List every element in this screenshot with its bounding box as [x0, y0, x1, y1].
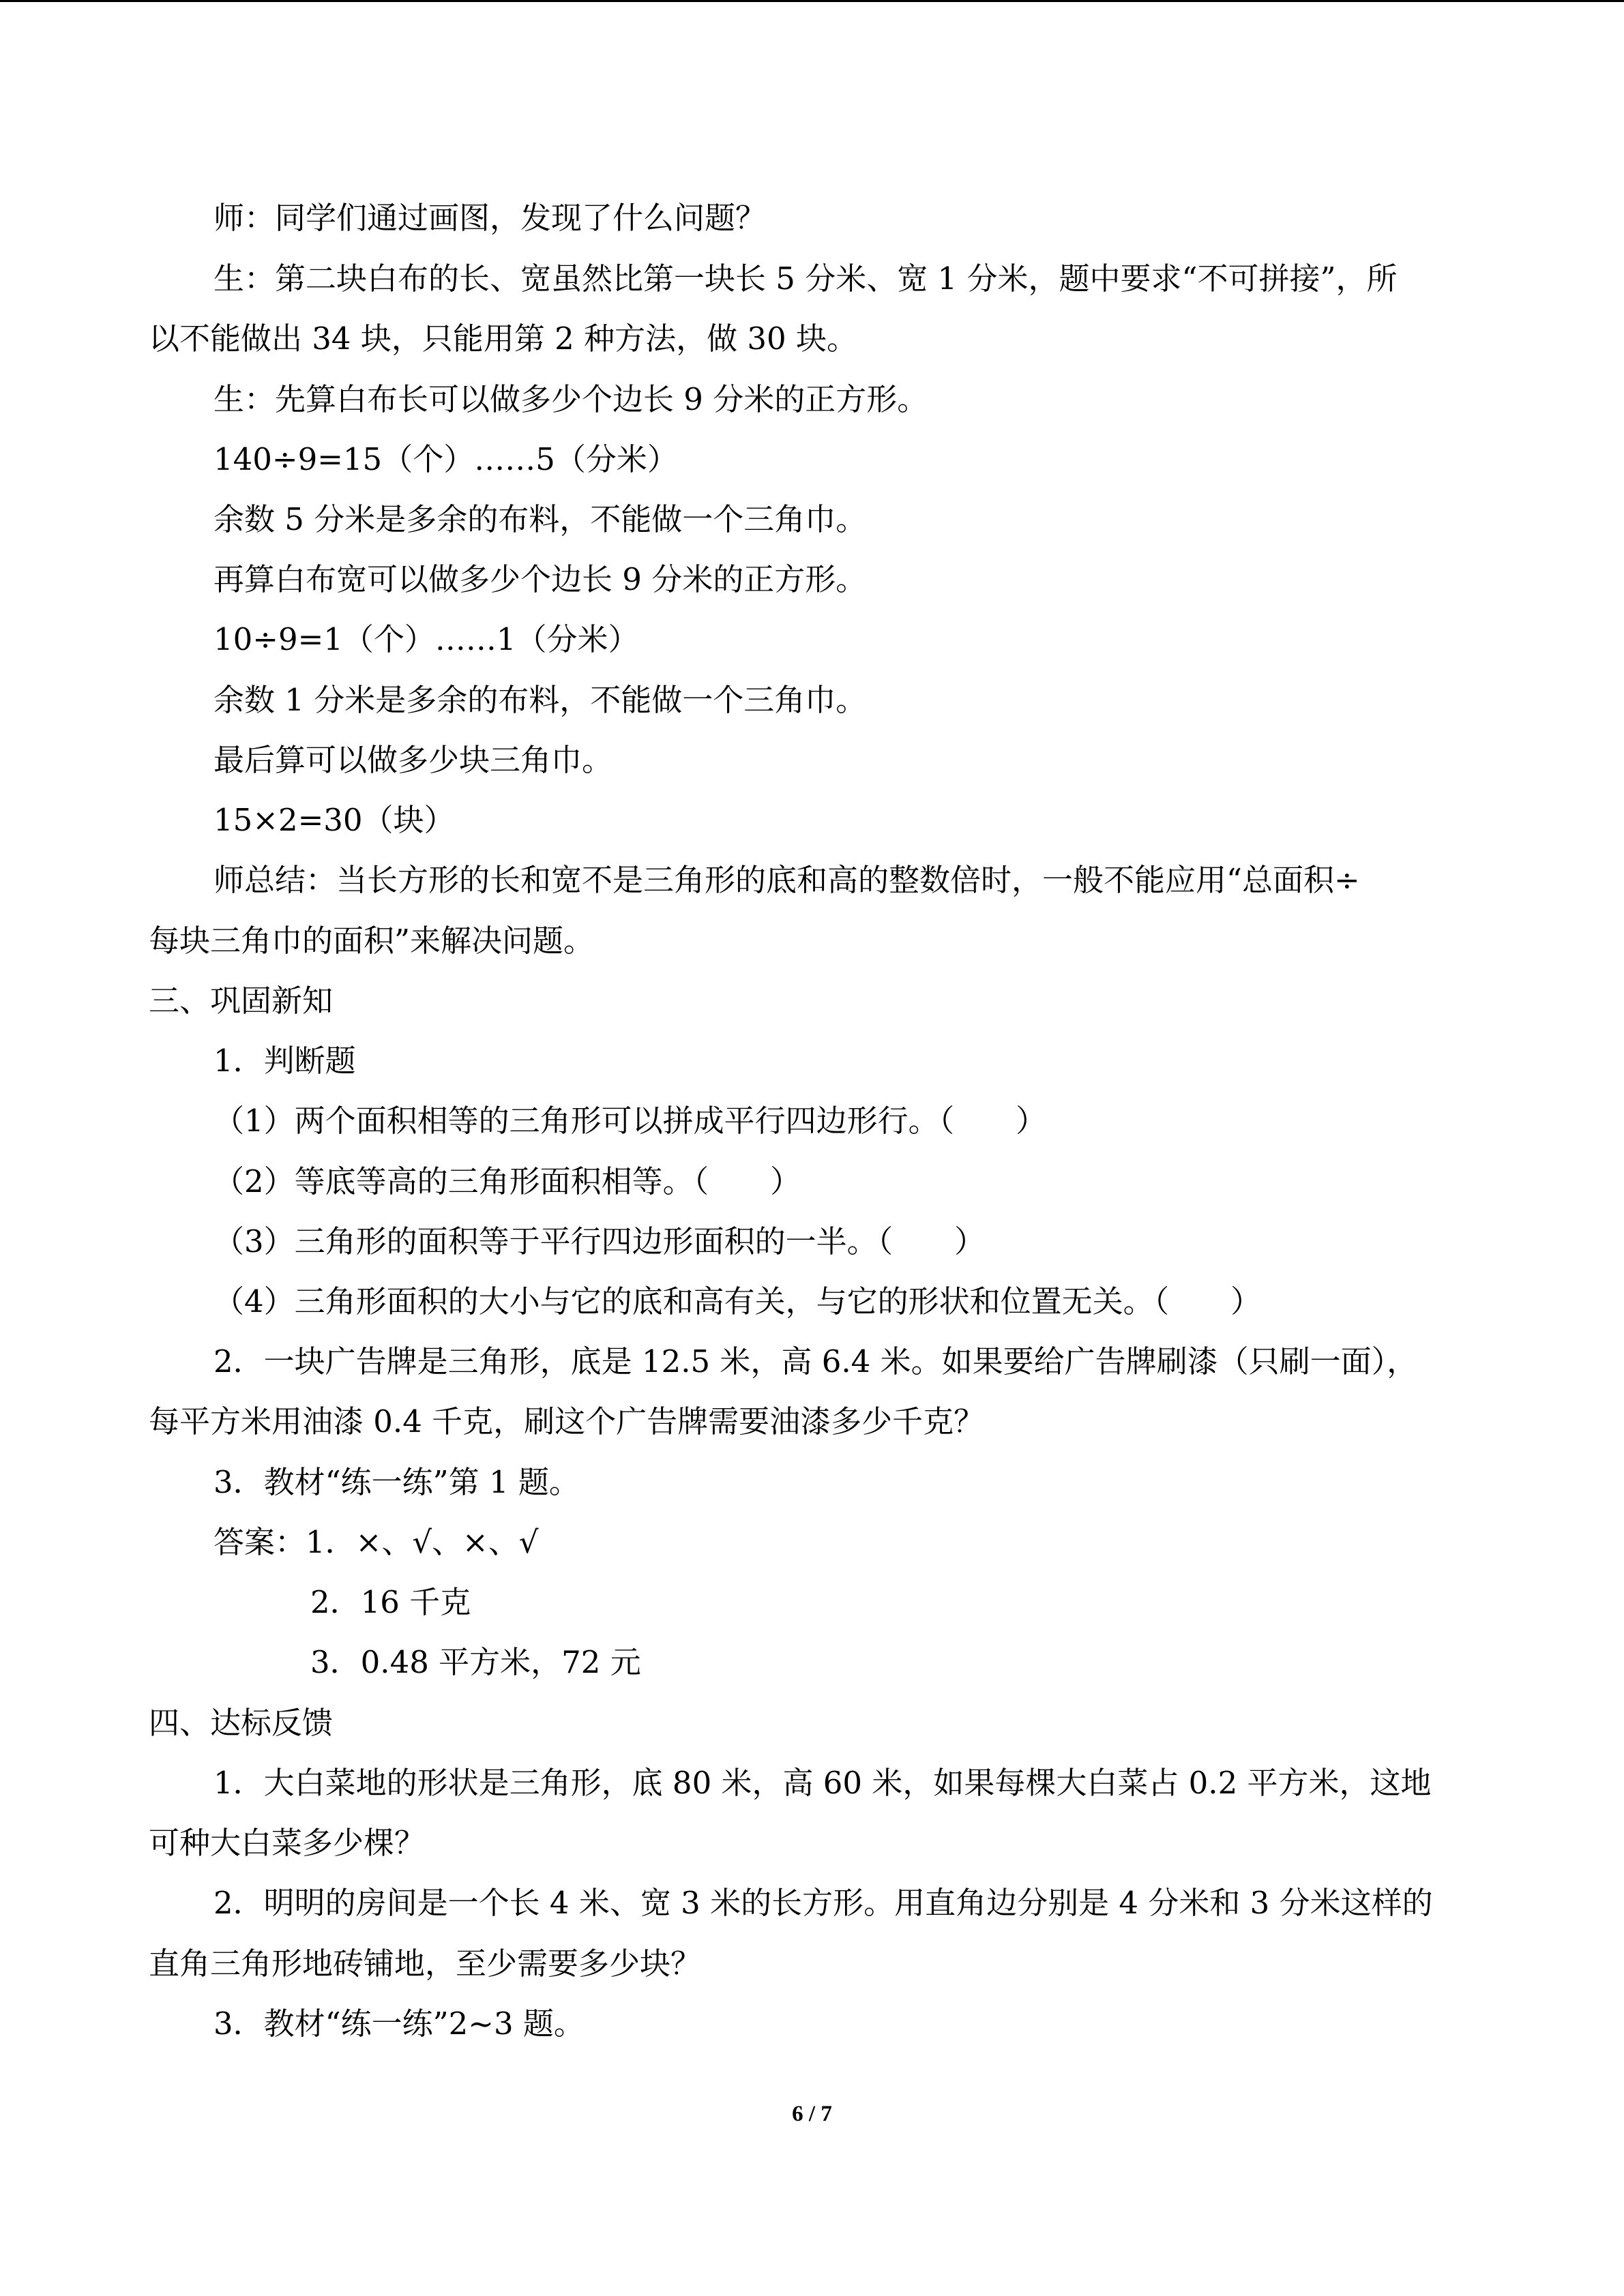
equation-line: 10÷9=1（个）……1（分米） — [213, 621, 639, 657]
question-line-continued: 每平方米用油漆 0.4 千克，刷这个广告牌需要油漆多少千克？ — [149, 1403, 985, 1440]
true-false-item: （3）三角形的面积等于平行四边形面积的一半。（ ） — [213, 1223, 986, 1259]
question-line: 3．教材“练一练”第 1 题。 — [213, 1464, 580, 1500]
answer-line: 3．0.48 平方米，72 元 — [310, 1644, 641, 1680]
summary-line-continued: 每块三角巾的面积”来解决问题。 — [149, 923, 595, 959]
question-line: 1．大白菜地的形状是三角形，底 80 米，高 60 米，如果每棵大白菜占 0.2 平方米，这地 — [213, 1765, 1432, 1801]
dialogue-line: 师：同学们通过画图，发现了什么问题？ — [213, 200, 767, 236]
question-line-continued: 可种大白菜多少棵？ — [149, 1825, 426, 1861]
true-false-item: （1）两个面积相等的三角形可以拼成平行四边形行。（ ） — [213, 1103, 1047, 1139]
question-heading: 1．判断题 — [213, 1043, 356, 1079]
body-line: 余数 5 分米是多余的布料，不能做一个三角巾。 — [213, 501, 867, 537]
section-heading: 四、达标反馈 — [149, 1705, 334, 1741]
equation-line: 15×2=30（块） — [213, 802, 455, 838]
question-line: 2．明明的房间是一个长 4 米、宽 3 米的长方形。用直角边分别是 4 分米和 3 分米这样的 — [213, 1885, 1433, 1921]
true-false-item: （2）等底等高的三角形面积相等。（ ） — [213, 1163, 801, 1199]
page-top-rule — [0, 0, 1624, 2]
true-false-item: （4）三角形面积的大小与它的底和高有关，与它的形状和位置无关。（ ） — [213, 1283, 1262, 1320]
dialogue-line: 生：第二块白布的长、宽虽然比第一块长 5 分米、宽 1 分米，题中要求“不可拼接”，所 — [213, 260, 1398, 297]
body-line: 最后算可以做多少块三角巾。 — [213, 742, 613, 778]
body-line: 再算白布宽可以做多少个边长 9 分米的正方形。 — [213, 561, 867, 597]
equation-line: 140÷9=15（个）……5（分米） — [213, 441, 678, 477]
question-line-continued: 直角三角形地砖铺地，至少需要多少块？ — [149, 1945, 702, 1982]
page-number: 6 / 7 — [792, 2102, 832, 2126]
answer-line: 答案：1．×、√、×、√ — [213, 1524, 539, 1560]
dialogue-line-continued: 以不能做出 34 块，只能用第 2 种方法，做 30 块。 — [149, 320, 857, 357]
question-line: 2．一块广告牌是三角形，底是 12.5 米，高 6.4 米。如果要给广告牌刷漆（只刷一面）， — [213, 1343, 1418, 1380]
dialogue-line: 生：先算白布长可以做多少个边长 9 分米的正方形。 — [213, 381, 928, 417]
summary-line: 师总结：当长方形的长和宽不是三角形的底和高的整数倍时，一般不能应用“总面积÷ — [213, 862, 1360, 898]
answer-line: 2．16 千克 — [310, 1584, 471, 1620]
body-line: 余数 1 分米是多余的布料，不能做一个三角巾。 — [213, 682, 867, 718]
section-heading: 三、巩固新知 — [149, 983, 334, 1019]
question-line: 3．教材“练一练”2~3 题。 — [213, 2006, 585, 2042]
